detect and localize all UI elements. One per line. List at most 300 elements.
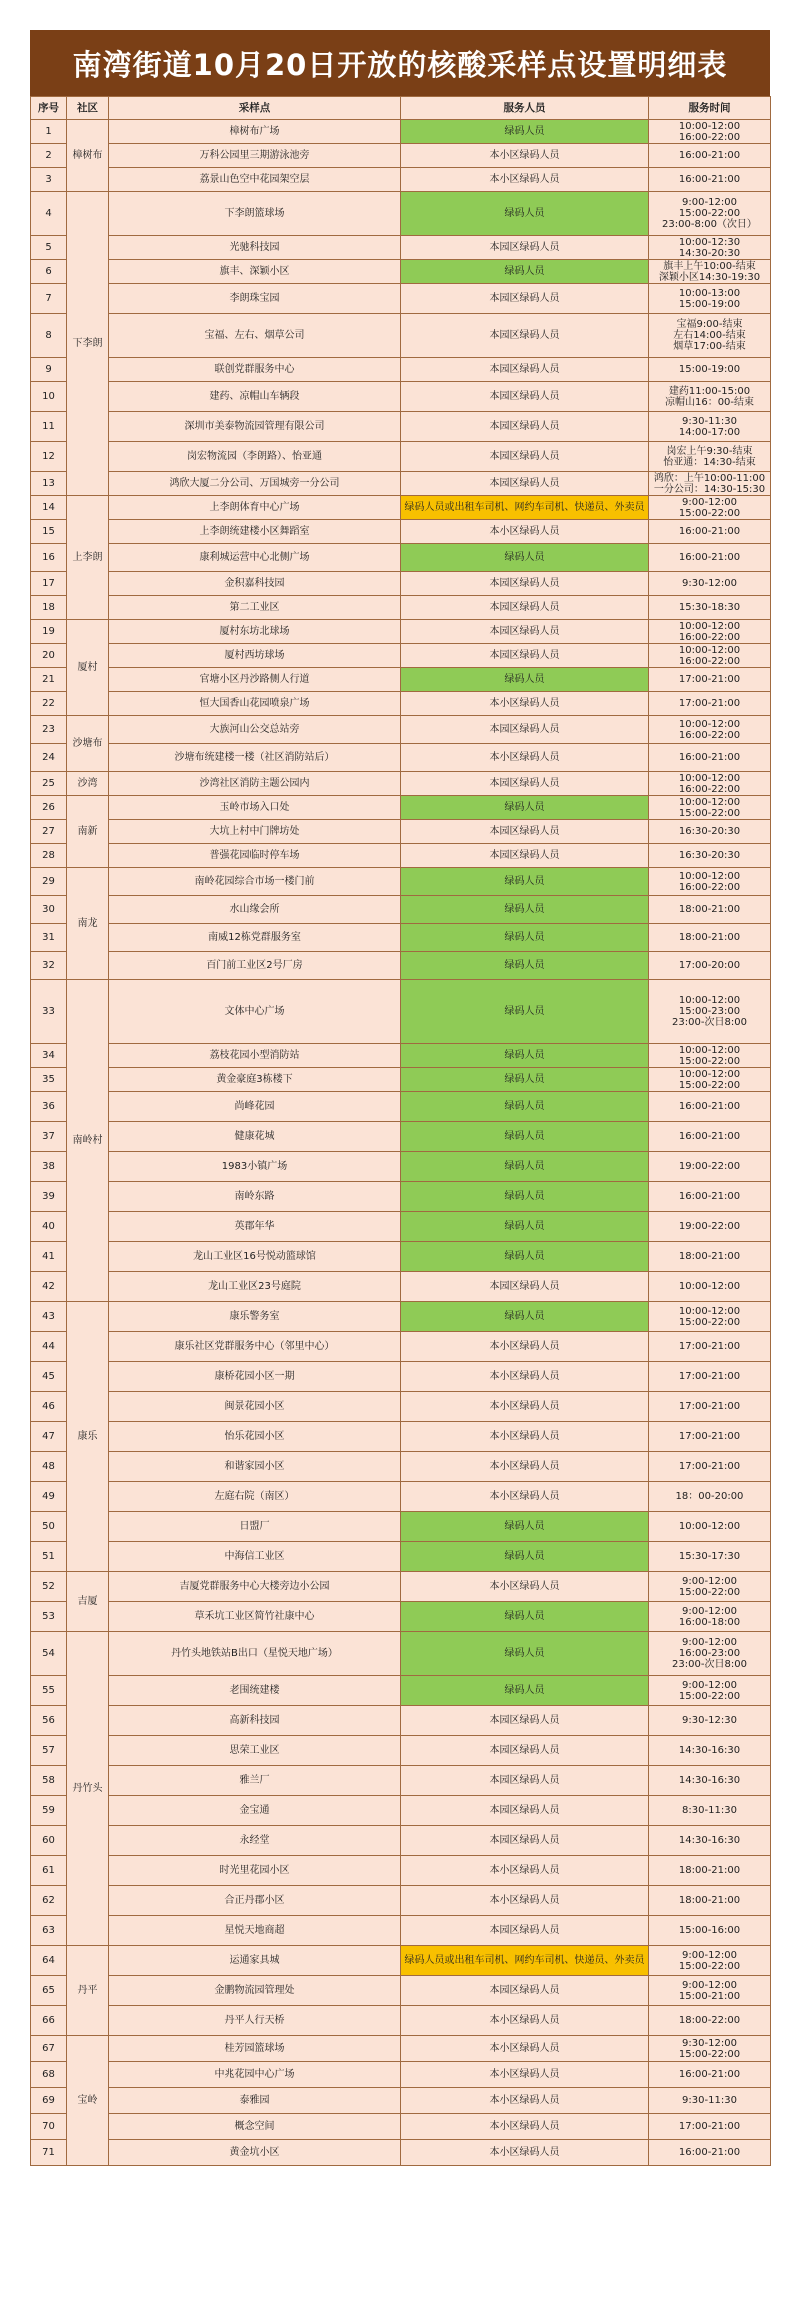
time-cell: 15:30-17:30: [649, 1542, 771, 1572]
district-cell: 沙塘布: [67, 716, 109, 772]
staff-cell: 本小区绿码人员: [401, 2062, 649, 2088]
site-cell: 鸿欣大厦二分公司、万国城旁一分公司: [109, 472, 401, 496]
time-cell: 17:00-21:00: [649, 1452, 771, 1482]
time-cell: 16:30-20:30: [649, 844, 771, 868]
row-number: 38: [31, 1152, 67, 1182]
site-cell: 厦村东坊北球场: [109, 620, 401, 644]
table-row: [31, 2140, 771, 2166]
site-cell: 万科公园里三期游泳池旁: [109, 144, 401, 168]
district-cell: 南新: [67, 796, 109, 868]
time-cell: 18:00-21:00: [649, 1886, 771, 1916]
staff-cell: 本小区绿码人员: [401, 2036, 649, 2062]
time-cell: 16:30-20:30: [649, 820, 771, 844]
time-cell: 16:00-21:00: [649, 744, 771, 772]
table-row: [31, 1212, 771, 1242]
staff-cell: 本小区绿码人员: [401, 2088, 649, 2114]
row-number: 9: [31, 358, 67, 382]
row-number: 28: [31, 844, 67, 868]
row-number: 70: [31, 2114, 67, 2140]
site-cell: 旗丰、深颖小区: [109, 260, 401, 284]
table-row: [31, 896, 771, 924]
staff-cell: 本小区绿码人员: [401, 1572, 649, 1602]
site-cell: 荔景山色空中花园架空层: [109, 168, 401, 192]
table-row: [31, 1632, 771, 1676]
time-cell: 9:00-12:00 15:00-22:00: [649, 496, 771, 520]
table-row: [31, 520, 771, 544]
site-cell: 丹竹头地铁站B出口（星悦天地广场）: [109, 1632, 401, 1676]
table-row: [31, 620, 771, 644]
site-cell: 南岭花园综合市场一楼门前: [109, 868, 401, 896]
table-row: [31, 1826, 771, 1856]
site-cell: 和谐家园小区: [109, 1452, 401, 1482]
site-cell: 日盟厂: [109, 1512, 401, 1542]
table-row: [31, 382, 771, 412]
staff-cell: 绿码人员: [401, 1092, 649, 1122]
time-cell: 9:00-12:00 15:00-22:00 23:00-8:00（次日）: [649, 192, 771, 236]
table-row: [31, 772, 771, 796]
table-row: [31, 644, 771, 668]
site-cell: 金宝通: [109, 1796, 401, 1826]
time-cell: 14:30-16:30: [649, 1766, 771, 1796]
time-cell: 8:30-11:30: [649, 1796, 771, 1826]
table-row: [31, 1572, 771, 1602]
table-row: [31, 236, 771, 260]
row-number: 58: [31, 1766, 67, 1796]
site-cell: 深圳市美泰物流园管理有限公司: [109, 412, 401, 442]
row-number: 56: [31, 1706, 67, 1736]
table-row: [31, 1362, 771, 1392]
table-row: [31, 2006, 771, 2036]
row-number: 17: [31, 572, 67, 596]
time-cell: 9:00-12:00 15:00-22:00: [649, 1572, 771, 1602]
time-cell: 鸿欣：上午10:00-11:00 一分公司：14:30-15:30: [649, 472, 771, 496]
site-cell: 官塘小区丹沙路侧人行道: [109, 668, 401, 692]
time-cell: 16:00-21:00: [649, 144, 771, 168]
table-row: [31, 260, 771, 284]
table-row: [31, 868, 771, 896]
staff-cell: 本园区绿码人员: [401, 772, 649, 796]
table-row: [31, 1886, 771, 1916]
time-cell: 17:00-21:00: [649, 1332, 771, 1362]
time-cell: 17:00-21:00: [649, 692, 771, 716]
site-cell: 李朗珠宝园: [109, 284, 401, 314]
time-cell: 18:00-22:00: [649, 2006, 771, 2036]
row-number: 67: [31, 2036, 67, 2062]
row-number: 11: [31, 412, 67, 442]
time-cell: 18:00-21:00: [649, 924, 771, 952]
table-row: [31, 796, 771, 820]
row-number: 6: [31, 260, 67, 284]
time-cell: 10:00-12:00 16:00-22:00: [649, 620, 771, 644]
row-number: 39: [31, 1182, 67, 1212]
row-number: 53: [31, 1602, 67, 1632]
row-number: 57: [31, 1736, 67, 1766]
staff-cell: 绿码人员: [401, 192, 649, 236]
staff-cell: 本小区绿码人员: [401, 2140, 649, 2166]
staff-cell: 本园区绿码人员: [401, 1916, 649, 1946]
district-cell: 上李朗: [67, 496, 109, 620]
site-cell: 龙山工业区16号悦动篮球馆: [109, 1242, 401, 1272]
district-cell: 厦村: [67, 620, 109, 716]
site-cell: 沙湾社区消防主题公园内: [109, 772, 401, 796]
table-row: [31, 2062, 771, 2088]
table-row: [31, 1392, 771, 1422]
site-cell: 康乐警务室: [109, 1302, 401, 1332]
time-cell: 建药11:00-15:00 凉帽山16：00-结束: [649, 382, 771, 412]
table-row: [31, 1796, 771, 1826]
staff-cell: 绿码人员: [401, 1068, 649, 1092]
table-row: [31, 2088, 771, 2114]
site-cell: 思荣工业区: [109, 1736, 401, 1766]
time-cell: 9:00-12:00 15:00-21:00: [649, 1976, 771, 2006]
site-cell: 英郡年华: [109, 1212, 401, 1242]
time-cell: 10:00-12:00 16:00-22:00: [649, 716, 771, 744]
table-row: [31, 1676, 771, 1706]
site-cell: 南岭东路: [109, 1182, 401, 1212]
row-number: 14: [31, 496, 67, 520]
row-number: 30: [31, 896, 67, 924]
staff-cell: 本小区绿码人员: [401, 1362, 649, 1392]
table-row: [31, 2036, 771, 2062]
row-number: 23: [31, 716, 67, 744]
time-cell: 17:00-21:00: [649, 1422, 771, 1452]
table-row: [31, 412, 771, 442]
staff-cell: 绿码人员: [401, 1212, 649, 1242]
staff-cell: 绿码人员: [401, 668, 649, 692]
site-cell: 黄金豪庭3栋楼下: [109, 1068, 401, 1092]
time-cell: 10:00-13:00 15:00-19:00: [649, 284, 771, 314]
table-row: [31, 1766, 771, 1796]
staff-cell: 本小区绿码人员: [401, 692, 649, 716]
staff-cell: 绿码人员: [401, 1542, 649, 1572]
site-cell: 金鹏物流园管理处: [109, 1976, 401, 2006]
staff-cell: 绿码人员: [401, 544, 649, 572]
site-cell: 桂芳园篮球场: [109, 2036, 401, 2062]
staff-cell: 绿码人员: [401, 1512, 649, 1542]
staff-cell: 绿码人员: [401, 1302, 649, 1332]
table-row: [31, 120, 771, 144]
table-row: [31, 1422, 771, 1452]
row-number: 69: [31, 2088, 67, 2114]
row-number: 46: [31, 1392, 67, 1422]
row-number: 13: [31, 472, 67, 496]
staff-cell: 本园区绿码人员: [401, 1766, 649, 1796]
time-cell: 18:00-21:00: [649, 1242, 771, 1272]
table-row: [31, 596, 771, 620]
staff-cell: 绿码人员: [401, 1152, 649, 1182]
staff-cell: 本园区绿码人员: [401, 1706, 649, 1736]
row-number: 29: [31, 868, 67, 896]
row-number: 54: [31, 1632, 67, 1676]
row-number: 33: [31, 980, 67, 1044]
row-number: 48: [31, 1452, 67, 1482]
table-row: [31, 1242, 771, 1272]
site-cell: 百门前工业区2号厂房: [109, 952, 401, 980]
row-number: 1: [31, 120, 67, 144]
row-number: 37: [31, 1122, 67, 1152]
staff-cell: 本园区绿码人员: [401, 844, 649, 868]
row-number: 15: [31, 520, 67, 544]
time-cell: 16:00-21:00: [649, 1092, 771, 1122]
row-number: 51: [31, 1542, 67, 1572]
district-cell: 丹竹头: [67, 1632, 109, 1946]
time-cell: 17:00-21:00: [649, 1362, 771, 1392]
row-number: 71: [31, 2140, 67, 2166]
time-cell: 16:00-21:00: [649, 520, 771, 544]
site-cell: 下李朗篮球场: [109, 192, 401, 236]
site-cell: 雅兰厂: [109, 1766, 401, 1796]
header-site: 采样点: [109, 97, 401, 120]
time-cell: 16:00-21:00: [649, 1182, 771, 1212]
row-number: 52: [31, 1572, 67, 1602]
row-number: 49: [31, 1482, 67, 1512]
row-number: 2: [31, 144, 67, 168]
table-row: [31, 1044, 771, 1068]
row-number: 59: [31, 1796, 67, 1826]
row-number: 10: [31, 382, 67, 412]
site-cell: 吉厦党群服务中心大楼旁边小公园: [109, 1572, 401, 1602]
site-cell: 闽景花园小区: [109, 1392, 401, 1422]
table-row: [31, 1512, 771, 1542]
time-cell: 15:00-16:00: [649, 1916, 771, 1946]
table-row: [31, 668, 771, 692]
site-cell: 光驰科技园: [109, 236, 401, 260]
row-number: 12: [31, 442, 67, 472]
time-cell: 17:00-20:00: [649, 952, 771, 980]
page-title: 南湾街道10月20日开放的核酸采样点设置明细表: [30, 30, 770, 96]
table-row: [31, 716, 771, 744]
row-number: 43: [31, 1302, 67, 1332]
site-cell: 尚峰花园: [109, 1092, 401, 1122]
time-cell: 16:00-21:00: [649, 544, 771, 572]
row-number: 20: [31, 644, 67, 668]
site-cell: 第二工业区: [109, 596, 401, 620]
time-cell: 16:00-21:00: [649, 1122, 771, 1152]
staff-cell: 本园区绿码人员: [401, 284, 649, 314]
table-row: [31, 1946, 771, 1976]
time-cell: 10:00-12:00 15:00-22:00: [649, 1044, 771, 1068]
table-row: [31, 472, 771, 496]
site-cell: 玉岭市场入口处: [109, 796, 401, 820]
table-row: [31, 692, 771, 716]
time-cell: 15:00-19:00: [649, 358, 771, 382]
time-cell: 10:00-12:00 16:00-22:00: [649, 644, 771, 668]
row-number: 68: [31, 2062, 67, 2088]
staff-cell: 绿码人员: [401, 952, 649, 980]
staff-cell: 本小区绿码人员: [401, 1886, 649, 1916]
site-cell: 南威12栋党群服务室: [109, 924, 401, 952]
staff-cell: 本园区绿码人员: [401, 1272, 649, 1302]
site-cell: 左庭右院（南区）: [109, 1482, 401, 1512]
staff-cell: 本园区绿码人员: [401, 236, 649, 260]
time-cell: 16:00-21:00: [649, 2140, 771, 2166]
district-cell: 樟树布: [67, 120, 109, 192]
row-number: 8: [31, 314, 67, 358]
time-cell: 10:00-12:00 15:00-22:00: [649, 1302, 771, 1332]
staff-cell: 绿码人员: [401, 796, 649, 820]
table-row: [31, 1976, 771, 2006]
staff-cell: 本小区绿码人员: [401, 744, 649, 772]
staff-cell: 绿码人员: [401, 896, 649, 924]
site-cell: 星悦天地商超: [109, 1916, 401, 1946]
site-cell: 金积嘉科技园: [109, 572, 401, 596]
row-number: 44: [31, 1332, 67, 1362]
row-number: 34: [31, 1044, 67, 1068]
table-row: [31, 1182, 771, 1212]
staff-cell: 本园区绿码人员: [401, 620, 649, 644]
row-number: 21: [31, 668, 67, 692]
header-no: 序号: [31, 97, 67, 120]
staff-cell: 绿码人员: [401, 1632, 649, 1676]
row-number: 27: [31, 820, 67, 844]
staff-cell: 本园区绿码人员: [401, 472, 649, 496]
site-cell: 康乐社区党群服务中心（邻里中心）: [109, 1332, 401, 1362]
staff-cell: 本小区绿码人员: [401, 168, 649, 192]
district-cell: 沙湾: [67, 772, 109, 796]
table-row: [31, 192, 771, 236]
table-row: [31, 1482, 771, 1512]
table-row: [31, 314, 771, 358]
table-row: [31, 1272, 771, 1302]
table-row: [31, 1856, 771, 1886]
row-number: 25: [31, 772, 67, 796]
table-row: [31, 744, 771, 772]
site-cell: 时光里花园小区: [109, 1856, 401, 1886]
table-row: [31, 1068, 771, 1092]
site-cell: 草禾坑工业区简竹社康中心: [109, 1602, 401, 1632]
site-cell: 高新科技园: [109, 1706, 401, 1736]
site-cell: 康利城运营中心北侧广场: [109, 544, 401, 572]
site-cell: 泰雅园: [109, 2088, 401, 2114]
staff-cell: 本小区绿码人员: [401, 1392, 649, 1422]
time-cell: 17:00-21:00: [649, 668, 771, 692]
table-row: [31, 1602, 771, 1632]
table-row: [31, 1542, 771, 1572]
site-cell: 厦村西坊球场: [109, 644, 401, 668]
staff-cell: 绿码人员: [401, 1122, 649, 1152]
time-cell: 9:30-12:00 15:00-22:00: [649, 2036, 771, 2062]
time-cell: 9:30-11:30 14:00-17:00: [649, 412, 771, 442]
staff-cell: 本小区绿码人员: [401, 2114, 649, 2140]
site-cell: 老围统建楼: [109, 1676, 401, 1706]
site-cell: 黄金坑小区: [109, 2140, 401, 2166]
header-staff: 服务人员: [401, 97, 649, 120]
time-cell: 9:30-12:30: [649, 1706, 771, 1736]
site-cell: 康桥花园小区一期: [109, 1362, 401, 1392]
site-cell: 荔枝花园小型消防站: [109, 1044, 401, 1068]
table-row: [31, 1916, 771, 1946]
site-cell: 概念空间: [109, 2114, 401, 2140]
staff-cell: 本小区绿码人员: [401, 1332, 649, 1362]
row-number: 24: [31, 744, 67, 772]
row-number: 19: [31, 620, 67, 644]
row-number: 63: [31, 1916, 67, 1946]
time-cell: 10:00-12:00 15:00-22:00: [649, 1068, 771, 1092]
table-row: [31, 2114, 771, 2140]
time-cell: 9:30-11:30: [649, 2088, 771, 2114]
site-cell: 怡乐花园小区: [109, 1422, 401, 1452]
row-number: 5: [31, 236, 67, 260]
time-cell: 宝福9:00-结束 左右14:00-结束 烟草17:00-结束: [649, 314, 771, 358]
time-cell: 岗宏上午9:30-结束 怡亚通：14:30-结束: [649, 442, 771, 472]
staff-cell: 本园区绿码人员: [401, 1826, 649, 1856]
table-row: [31, 1706, 771, 1736]
row-number: 4: [31, 192, 67, 236]
site-cell: 水山缘会所: [109, 896, 401, 924]
time-cell: 10:00-12:00 15:00-22:00: [649, 796, 771, 820]
time-cell: 15:30-18:30: [649, 596, 771, 620]
staff-cell: 绿码人员或出租车司机、网约车司机、快递员、外卖员: [401, 496, 649, 520]
time-cell: 16:00-21:00: [649, 168, 771, 192]
site-cell: 1983小镇广场: [109, 1152, 401, 1182]
row-number: 40: [31, 1212, 67, 1242]
table-row: [31, 168, 771, 192]
time-cell: 18:00-21:00: [649, 1856, 771, 1886]
row-number: 35: [31, 1068, 67, 1092]
time-cell: 18:00-21:00: [649, 896, 771, 924]
staff-cell: 本园区绿码人员: [401, 358, 649, 382]
row-number: 31: [31, 924, 67, 952]
row-number: 36: [31, 1092, 67, 1122]
site-cell: 运通家具城: [109, 1946, 401, 1976]
staff-cell: 本园区绿码人员: [401, 716, 649, 744]
time-cell: 10:00-12:00 16:00-22:00: [649, 868, 771, 896]
site-cell: 大坑上村中门牌坊处: [109, 820, 401, 844]
row-number: 45: [31, 1362, 67, 1392]
site-cell: 中海信工业区: [109, 1542, 401, 1572]
table-row: [31, 1092, 771, 1122]
table-row: [31, 496, 771, 520]
staff-cell: 本小区绿码人员: [401, 520, 649, 544]
row-number: 61: [31, 1856, 67, 1886]
table-row: [31, 980, 771, 1044]
time-cell: 18：00-20:00: [649, 1482, 771, 1512]
site-cell: 合正丹郡小区: [109, 1886, 401, 1916]
staff-cell: 本园区绿码人员: [401, 412, 649, 442]
table-row: [31, 844, 771, 868]
row-number: 55: [31, 1676, 67, 1706]
time-cell: 10:00-12:00 16:00-22:00: [649, 120, 771, 144]
table-row: [31, 820, 771, 844]
table-header-row: [31, 97, 771, 120]
staff-cell: 本园区绿码人员: [401, 820, 649, 844]
time-cell: 16:00-21:00: [649, 2062, 771, 2088]
site-cell: 普强花园临时停车场: [109, 844, 401, 868]
row-number: 18: [31, 596, 67, 620]
staff-cell: 绿码人员: [401, 980, 649, 1044]
table-row: [31, 1332, 771, 1362]
time-cell: 9:00-12:00 16:00-18:00: [649, 1602, 771, 1632]
table-row: [31, 544, 771, 572]
table-row: [31, 442, 771, 472]
time-cell: 9:00-12:00 15:00-22:00: [649, 1946, 771, 1976]
time-cell: 10:00-12:30 14:30-20:30: [649, 236, 771, 260]
table-row: [31, 572, 771, 596]
table-row: [31, 284, 771, 314]
staff-cell: 绿码人员或出租车司机、网约车司机、快递员、外卖员: [401, 1946, 649, 1976]
district-cell: 丹平: [67, 1946, 109, 2036]
staff-cell: 绿码人员: [401, 924, 649, 952]
row-number: 60: [31, 1826, 67, 1856]
staff-cell: 本小区绿码人员: [401, 1452, 649, 1482]
time-cell: 14:30-16:30: [649, 1736, 771, 1766]
site-cell: 丹平人行天桥: [109, 2006, 401, 2036]
row-number: 42: [31, 1272, 67, 1302]
site-cell: 永经堂: [109, 1826, 401, 1856]
staff-cell: 绿码人员: [401, 1182, 649, 1212]
table-row: [31, 924, 771, 952]
table-row: [31, 1152, 771, 1182]
